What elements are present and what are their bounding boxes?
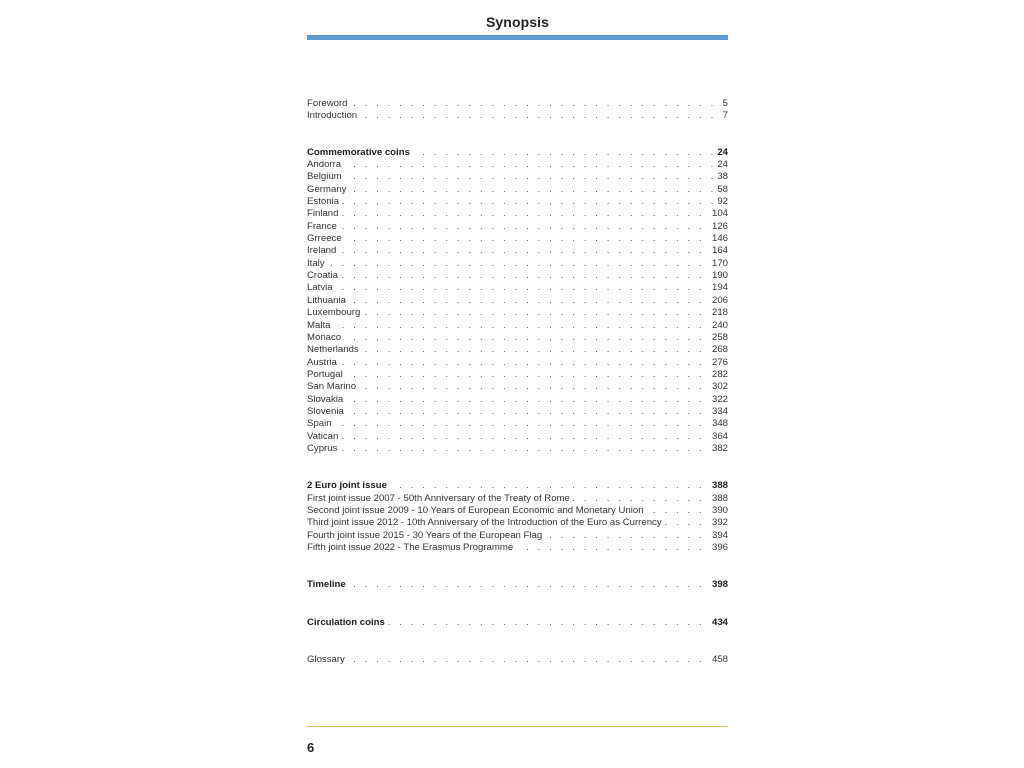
toc-entry-label: Vatican bbox=[307, 431, 341, 442]
dot-leader bbox=[307, 196, 728, 208]
toc-entry-label: Spain bbox=[307, 418, 335, 429]
toc-entry-label: Monaco bbox=[307, 332, 344, 343]
toc-entry-label: Second joint issue 2009 - 10 Years of European Economic and Monetary Union bbox=[307, 505, 647, 516]
toc-section-intro bbox=[307, 98, 728, 123]
toc-entry-label: Fourth joint issue 2015 - 30 Years of the European Flag bbox=[307, 530, 545, 541]
toc-entry[interactable] bbox=[307, 517, 728, 529]
toc-entry[interactable] bbox=[307, 418, 728, 430]
document-page bbox=[307, 0, 728, 768]
toc-entry[interactable] bbox=[307, 233, 728, 245]
toc-entry-page: 394 bbox=[709, 530, 728, 542]
dot-leader bbox=[307, 418, 728, 430]
toc-entry-introduction[interactable] bbox=[307, 110, 728, 122]
toc-entry[interactable] bbox=[307, 381, 728, 393]
commemorative-country-list bbox=[307, 159, 728, 455]
toc-entry-page: 164 bbox=[709, 245, 728, 257]
toc-section-glossary bbox=[307, 654, 728, 666]
table-of-contents bbox=[307, 98, 728, 666]
toc-entry-page: 258 bbox=[709, 332, 728, 344]
toc-section-joint-issue bbox=[307, 480, 728, 554]
toc-entry[interactable] bbox=[307, 221, 728, 233]
dot-leader bbox=[307, 332, 728, 344]
toc-section-timeline bbox=[307, 579, 728, 591]
section-spacer bbox=[307, 455, 728, 480]
section-spacer bbox=[307, 592, 728, 617]
dot-leader bbox=[307, 159, 728, 171]
dot-leader bbox=[307, 282, 728, 294]
dot-leader bbox=[307, 171, 728, 183]
toc-entry[interactable] bbox=[307, 505, 728, 517]
toc-entry-label: Belgium bbox=[307, 171, 345, 182]
toc-heading-label: Timeline bbox=[307, 579, 349, 590]
toc-entry[interactable] bbox=[307, 307, 728, 319]
dot-leader bbox=[307, 320, 728, 332]
dot-leader bbox=[307, 406, 728, 418]
dot-leader bbox=[307, 394, 728, 406]
toc-heading-page: 434 bbox=[709, 617, 728, 629]
toc-entry[interactable] bbox=[307, 530, 728, 542]
toc-entry[interactable] bbox=[307, 344, 728, 356]
toc-entry[interactable] bbox=[307, 258, 728, 270]
toc-heading-page: 24 bbox=[714, 147, 728, 159]
dot-leader bbox=[307, 654, 728, 666]
toc-entry-page: 334 bbox=[709, 406, 728, 418]
toc-entry-label: Fifth joint issue 2022 - The Erasmus Programme bbox=[307, 542, 516, 553]
toc-entry-label: Third joint issue 2012 - 10th Anniversary of the Introduction of the Euro as Currency bbox=[307, 517, 665, 528]
toc-entry-label: Croatia bbox=[307, 270, 341, 281]
toc-entry[interactable] bbox=[307, 394, 728, 406]
toc-entry-label: Italy bbox=[307, 258, 328, 269]
toc-entry-glossary[interactable] bbox=[307, 654, 728, 666]
toc-entry-page: 92 bbox=[714, 196, 728, 208]
toc-heading-label: Circulation coins bbox=[307, 617, 388, 628]
toc-entry-page: 190 bbox=[709, 270, 728, 282]
toc-entry-label: Glossary bbox=[307, 654, 348, 665]
toc-entry-label: Austria bbox=[307, 357, 340, 368]
toc-entry-page: 104 bbox=[709, 208, 728, 220]
toc-heading-circulation-coins[interactable] bbox=[307, 617, 728, 629]
toc-entry-page: 5 bbox=[720, 98, 728, 110]
toc-entry-page: 218 bbox=[709, 307, 728, 319]
toc-entry[interactable] bbox=[307, 159, 728, 171]
dot-leader bbox=[307, 233, 728, 245]
toc-heading-label: 2 Euro joint issue bbox=[307, 480, 390, 491]
toc-heading-label: Commemorative coins bbox=[307, 147, 413, 158]
toc-entry[interactable] bbox=[307, 270, 728, 282]
toc-entry-page: 390 bbox=[709, 505, 728, 517]
toc-heading-timeline[interactable] bbox=[307, 579, 728, 591]
dot-leader bbox=[307, 245, 728, 257]
toc-entry-label: France bbox=[307, 221, 340, 232]
toc-entry-label: Germany bbox=[307, 184, 349, 195]
toc-entry[interactable] bbox=[307, 282, 728, 294]
toc-entry-page: 24 bbox=[714, 159, 728, 171]
toc-entry[interactable] bbox=[307, 542, 728, 554]
title-rule bbox=[307, 35, 728, 40]
toc-entry[interactable] bbox=[307, 320, 728, 332]
page-title: Synopsis bbox=[485, 14, 550, 30]
toc-entry-label: Foreword bbox=[307, 98, 351, 109]
toc-entry-page: 364 bbox=[709, 431, 728, 443]
toc-entry-label: Lithuania bbox=[307, 295, 349, 306]
dot-leader bbox=[307, 579, 728, 591]
toc-entry[interactable] bbox=[307, 208, 728, 220]
toc-entry-label: Netherlands bbox=[307, 344, 362, 355]
toc-entry-page: 58 bbox=[714, 184, 728, 196]
dot-leader bbox=[307, 295, 728, 307]
toc-entry[interactable] bbox=[307, 369, 728, 381]
dot-leader bbox=[307, 258, 728, 270]
toc-entry-page: 146 bbox=[709, 233, 728, 245]
toc-entry-page: 382 bbox=[709, 443, 728, 455]
toc-heading-commemorative-coins[interactable] bbox=[307, 147, 728, 159]
toc-entry-page: 282 bbox=[709, 369, 728, 381]
dot-leader bbox=[307, 208, 728, 220]
toc-entry[interactable] bbox=[307, 245, 728, 257]
dot-leader bbox=[307, 431, 728, 443]
toc-entry-label: Andorra bbox=[307, 159, 344, 170]
dot-leader bbox=[307, 221, 728, 233]
toc-entry-page: 388 bbox=[709, 493, 728, 505]
page-number: 6 bbox=[307, 740, 315, 755]
toc-entry-label: Malta bbox=[307, 320, 333, 331]
dot-leader bbox=[307, 110, 728, 122]
dot-leader bbox=[307, 369, 728, 381]
toc-entry-label: San Marino bbox=[307, 381, 359, 392]
toc-entry-page: 268 bbox=[709, 344, 728, 356]
toc-entry[interactable] bbox=[307, 431, 728, 443]
joint-issue-list bbox=[307, 493, 728, 555]
toc-heading-2-euro-joint-issue[interactable] bbox=[307, 480, 728, 492]
toc-entry-page: 7 bbox=[720, 110, 728, 122]
toc-entry-label: Cyprus bbox=[307, 443, 340, 454]
toc-entry-page: 206 bbox=[709, 295, 728, 307]
toc-entry-page: 322 bbox=[709, 394, 728, 406]
toc-entry-label: Estonia bbox=[307, 196, 342, 207]
dot-leader bbox=[307, 443, 728, 455]
footer-rule bbox=[307, 726, 728, 727]
dot-leader bbox=[307, 270, 728, 282]
toc-entry-page: 458 bbox=[709, 654, 728, 666]
toc-section-circulation bbox=[307, 617, 728, 629]
toc-entry[interactable] bbox=[307, 332, 728, 344]
toc-entry[interactable] bbox=[307, 406, 728, 418]
toc-entry[interactable] bbox=[307, 184, 728, 196]
toc-entry-foreword[interactable] bbox=[307, 98, 728, 110]
toc-heading-page: 398 bbox=[709, 579, 728, 591]
toc-entry[interactable] bbox=[307, 295, 728, 307]
toc-entry-page: 170 bbox=[709, 258, 728, 270]
toc-entry-label: Finland bbox=[307, 208, 341, 219]
section-spacer bbox=[307, 123, 728, 147]
toc-entry-page: 302 bbox=[709, 381, 728, 393]
toc-entry-label: Grreece bbox=[307, 233, 345, 244]
toc-heading-page: 388 bbox=[709, 480, 728, 492]
toc-entry-page: 392 bbox=[709, 517, 728, 529]
toc-entry-page: 126 bbox=[709, 221, 728, 233]
dot-leader bbox=[307, 357, 728, 369]
toc-entry-label: Ireland bbox=[307, 245, 339, 256]
toc-entry[interactable] bbox=[307, 171, 728, 183]
toc-entry-page: 348 bbox=[709, 418, 728, 430]
toc-entry-page: 276 bbox=[709, 357, 728, 369]
toc-entry[interactable] bbox=[307, 357, 728, 369]
toc-entry-label: Slovakia bbox=[307, 394, 346, 405]
toc-entry-page: 38 bbox=[714, 171, 728, 183]
dot-leader bbox=[307, 307, 728, 319]
section-spacer bbox=[307, 554, 728, 579]
toc-entry[interactable] bbox=[307, 196, 728, 208]
toc-entry-label: First joint issue 2007 - 50th Anniversary of the Treaty of Rome bbox=[307, 493, 573, 504]
dot-leader bbox=[307, 344, 728, 356]
toc-entry-page: 240 bbox=[709, 320, 728, 332]
toc-entry-label: Portugal bbox=[307, 369, 346, 380]
dot-leader bbox=[307, 184, 728, 196]
toc-section-commemorative bbox=[307, 147, 728, 456]
section-spacer bbox=[307, 629, 728, 654]
toc-entry-page: 396 bbox=[709, 542, 728, 554]
toc-entry[interactable] bbox=[307, 493, 728, 505]
toc-entry-label: Luxembourg bbox=[307, 307, 363, 318]
toc-entry[interactable] bbox=[307, 443, 728, 455]
dot-leader bbox=[307, 381, 728, 393]
toc-entry-label: Slovenia bbox=[307, 406, 347, 417]
dot-leader bbox=[307, 98, 728, 110]
toc-entry-label: Introduction bbox=[307, 110, 360, 121]
toc-entry-page: 194 bbox=[709, 282, 728, 294]
toc-entry-label: Latvia bbox=[307, 282, 336, 293]
